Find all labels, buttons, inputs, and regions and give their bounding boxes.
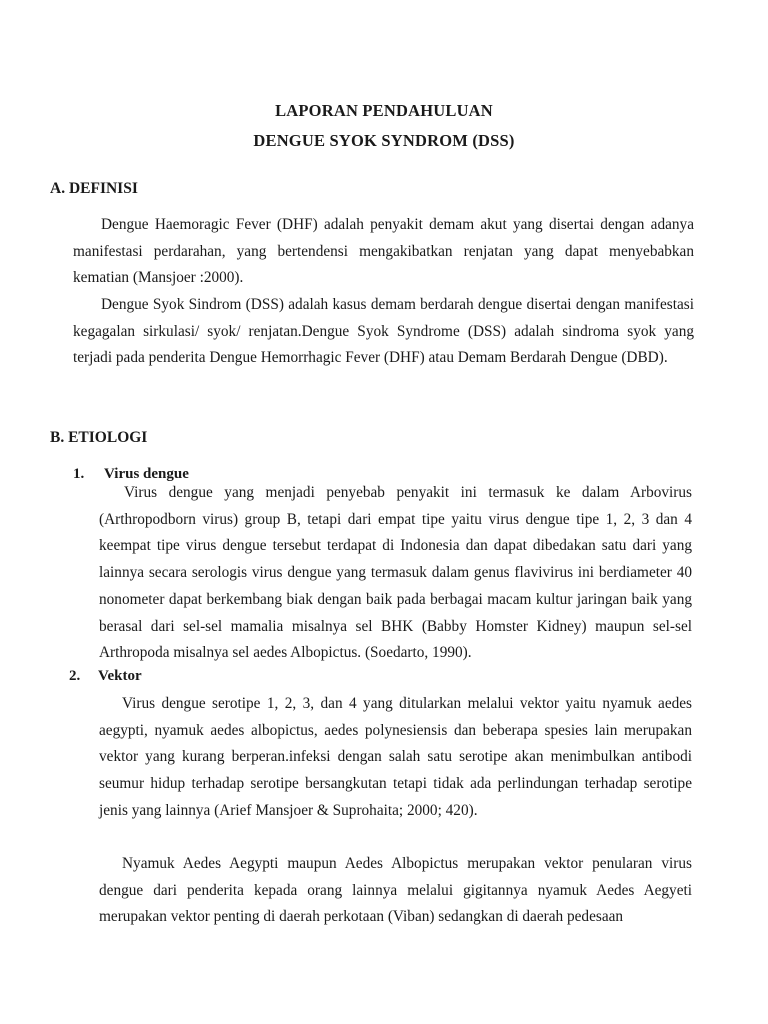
document-title-line-2: DENGUE SYOK SYNDROM (DSS) <box>253 131 515 150</box>
section-a-heading: A. DEFINISI <box>50 180 138 197</box>
item-2-title: Vektor <box>98 668 142 684</box>
item-2-number: 2. <box>69 668 81 684</box>
vektor-paragraph-2: Nyamuk Aedes Aegypti maupun Aedes Albopictus merupakan vektor penularan virus dengue dari penderita kepada orang lainnya melalui gigitannya nyamuk Aedes Aegyeti merupakan vektor penting di daerah perkotaan (Viban) sedangkan di daerah pedesaan <box>99 855 692 926</box>
section-b-heading: B. ETIOLOGI <box>50 429 148 446</box>
virus-dengue-paragraph: Virus dengue yang menjadi penyebab penyakit ini termasuk ke dalam Arbovirus (Arthropodborn virus) group B, tetapi dari empat tipe yaitu virus dengue tipe 1, 2, 3 dan 4 keempat tipe virus dengue tersebut terdapat di Indonesia dan dapat dibedakan satu dari yang lainnya secara serologis virus dengue yang termasuk dalam genus flavivirus ini berdiameter 40 nonometer dapat berkembang biak dengan baik pada berbagai macam kultur jaringan baik yang berasal dari sel-sel mamalia misalnya sel BHK (Babby Homster Kidney) maupun sel-sel Arthropoda misalnya sel aedes Albopictus. (Soedarto, 1990). <box>99 484 692 662</box>
definition-paragraph-1: Dengue Haemoragic Fever (DHF) adalah penyakit demam akut yang disertai dengan adanya manifestasi perdarahan, yang bertendensi mengakibatkan renjatan yang dapat menyebabkan kematian (Mansjoer :2000). <box>73 216 694 287</box>
definition-paragraph-2: Dengue Syok Sindrom (DSS) adalah kasus demam berdarah dengue disertai dengan manifestasi kegagalan sirkulasi/ syok/ renjatan.Dengue Syok Syndrome (DSS) adalah sindroma syok yang terjadi pada penderita Dengue Hemorrhagic Fever (DHF) atau Demam Berdarah Dengue (DBD). <box>73 296 694 367</box>
item-1-number: 1. <box>73 466 85 482</box>
item-1-title: Virus dengue <box>104 466 189 482</box>
vektor-paragraph-1: Virus dengue serotipe 1, 2, 3, dan 4 yang ditularkan melalui vektor yaitu nyamuk aedes aegypti, nyamuk aedes albopictus, aedes polynesiensis dan beberapa spesies lain merupakan vektor yang kurang berperan.infeksi dengan salah satu serotipe akan menimbulkan antibodi seumur hidup terhadap serotipe bersangkutan tetapi tidak ada perlindungan terhadap serotipe jenis yang lainnya (Arief Mansjoer & Suprohaita; 2000; 420). <box>99 695 692 819</box>
document-title-line-1: LAPORAN PENDAHULUAN <box>275 101 493 120</box>
